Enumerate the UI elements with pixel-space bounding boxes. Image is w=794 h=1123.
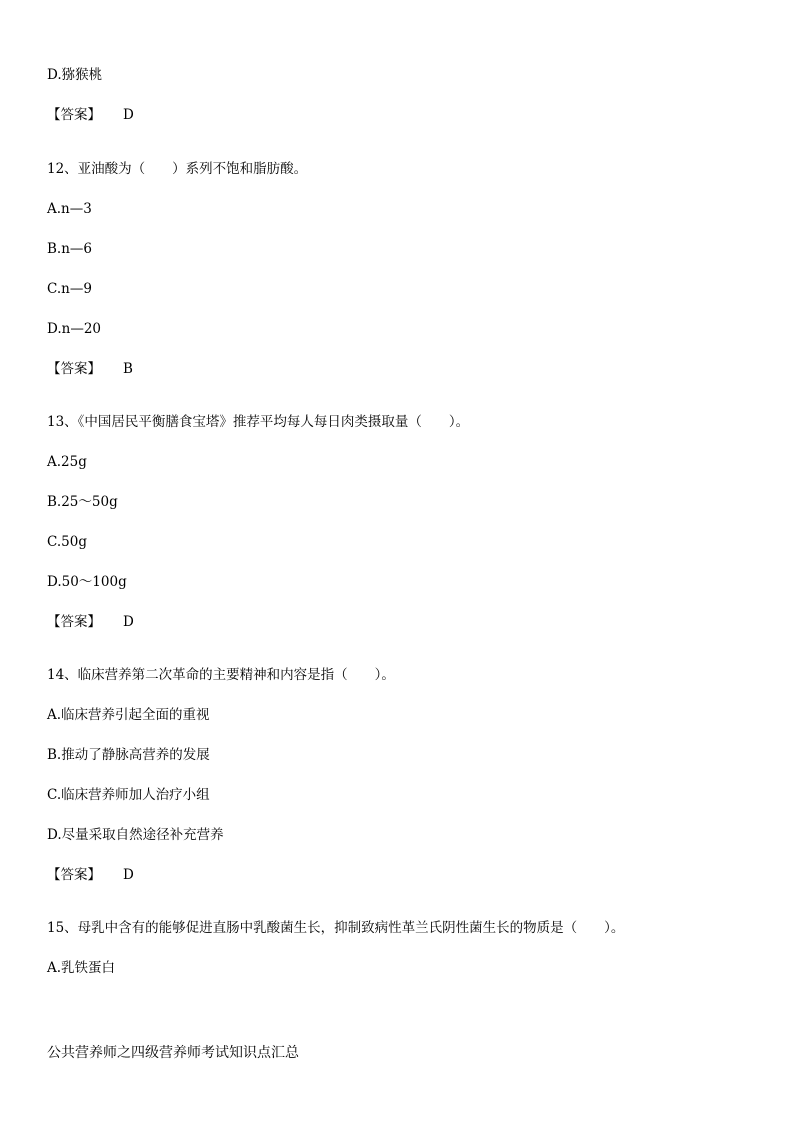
answer-value: D (123, 867, 134, 883)
option-c: C.n—9 (47, 281, 92, 297)
option-d: D.尽量采取自然途径补充营养 (47, 827, 224, 843)
option-b: B.推动了静脉高营养的发展 (47, 747, 210, 763)
answer-line (47, 360, 133, 378)
answer-label: 【答案】 (47, 867, 101, 883)
question-stem-13: 13、《中国居民平衡膳食宝塔》推荐平均每人每日肉类摄取量（ ）。 (47, 414, 470, 430)
option-b: B.n—6 (47, 241, 92, 257)
question-stem-15: 15、母乳中含有的能够促进直肠中乳酸菌生长，抑制致病性革兰氏阴性菌生长的物质是（ ）。 (47, 920, 625, 936)
answer-label: 【答案】 (47, 614, 101, 630)
option-a: A.临床营养引起全面的重视 (47, 707, 210, 723)
option-a: A.乳铁蛋白 (47, 960, 116, 976)
answer-label: 【答案】 (47, 107, 101, 123)
question-stem-14: 14、临床营养第二次革命的主要精神和内容是指（ ）。 (47, 667, 395, 683)
option-a: A.25g (47, 454, 87, 470)
footer-title: 公共营养师之四级营养师考试知识点汇总 (47, 1045, 299, 1061)
answer-label: 【答案】 (47, 361, 101, 377)
option-d: D.猕猴桃 (47, 67, 103, 83)
answer-value: D (123, 614, 134, 630)
answer-value: B (123, 361, 133, 377)
option-d: D.n—20 (47, 321, 102, 337)
question-stem-12: 12、亚油酸为（ ）系列不饱和脂肪酸。 (47, 161, 308, 177)
option-d: D.50～100g (47, 574, 127, 590)
option-a: A.n—3 (47, 201, 92, 217)
answer-value: D (123, 107, 134, 123)
answer-line (47, 613, 134, 631)
answer-line (47, 866, 134, 884)
option-b: B.25～50g (47, 494, 118, 510)
option-c: C.50g (47, 534, 87, 550)
answer-line (47, 106, 134, 124)
option-c: C.临床营养师加人治疗小组 (47, 787, 210, 803)
